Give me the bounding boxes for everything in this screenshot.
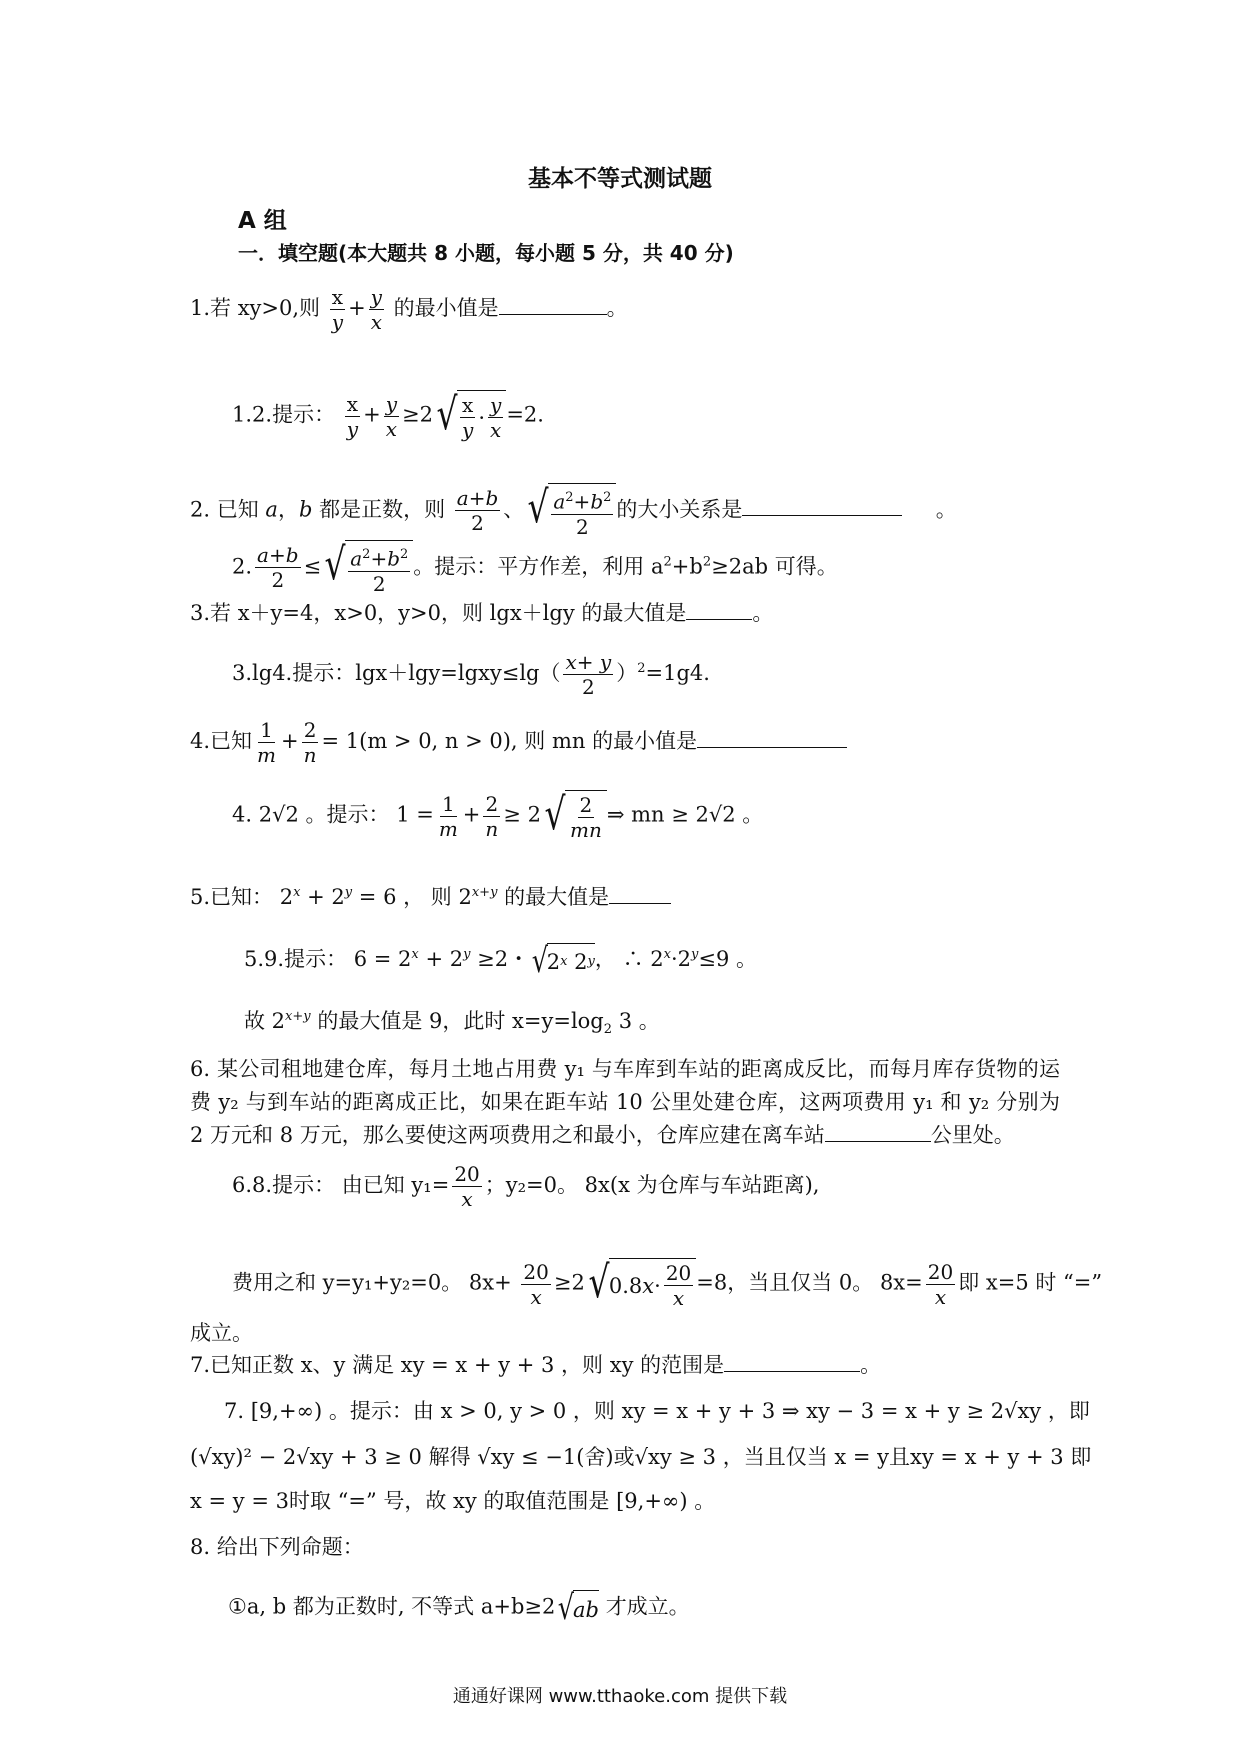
question-6 (190, 1053, 1060, 1152)
hint-4: 4. 2√2 。提示： 1 = $\frac{1}{m}$ + $\frac{2}{n}$ ≥ 2 √ $\frac{2}{mn}$ ⇒ mn ≥ 2√2 。 (232, 789, 764, 842)
a5-text: 5.9.提示： 6 = 2 (244, 947, 412, 971)
page-footer: 通通好课网 www.tthaoke.com 提供下载 (452, 1686, 788, 1707)
a5-tail: ， ∴ 2 (594, 947, 664, 971)
q5-mid: + 2 (307, 885, 345, 909)
q6-end: 公里处。 (930, 1123, 1015, 1147)
question-4: 4.已知 $\frac{1}{m}$ + $\frac{2}{n}$ = 1(m > 0, n > 0), 则 mn 的最小值是 (190, 718, 847, 767)
q3-end: 。 (752, 601, 774, 625)
hint-7-line-2: (√xy)² − 2√xy + 3 ≥ 0 解得 √xy ≤ −1(舍)或√xy ≥ 3 ，当且仅当 x = y且xy = x + y + 3 即 (190, 1445, 1092, 1469)
a2-hint3: ≥2ab 可得。 (711, 554, 838, 579)
q2-prefix: 2. 已知 (190, 497, 259, 522)
q5-end: 的最大值是 (504, 885, 610, 909)
question-8: 8. 给出下列命题： (190, 1535, 364, 1559)
a4-mid: 1 = (396, 802, 434, 827)
question-2: 2. 已知 a，b 都是正数，则 $\frac{a+b}{2}$ 、 √ $\frac{a^2+b^2}{2}$ 的大小关系是 。 (190, 482, 957, 539)
q6-text: 6. 某公司租地建仓库，每月土地占用费 y₁ 与车库到车站的距离成反比，而每月库存货物的运费 y₂ 与到车站的距离成正比，如果在距车站 10 公里处建仓库，这两项费用 y₁ 和 y₂ 分别为 2 万元和 8 万元，那么要使这两项费用之和最小，仓库应建在离车站 (190, 1057, 1060, 1147)
a5-tail2: ·2 (670, 947, 692, 971)
answer-blank (742, 495, 902, 516)
question-7 (190, 1350, 881, 1380)
q5-mid2: = 6 ， 则 2 (358, 885, 472, 909)
q7-text: 7.已知正数 x、y 满足 xy = x + y + 3 ，则 xy 的范围是 (190, 1353, 725, 1377)
q8-1-end: 才成立。 (605, 1594, 690, 1619)
a2-hint2: +b (671, 554, 703, 579)
a3-end: ） (616, 661, 638, 685)
answer-blank (697, 727, 847, 748)
a6-tail: ；y₂=0。 8x(x 为仓库与车站距离), (484, 1173, 820, 1197)
q1-suffix: 的最小值是 (393, 296, 499, 320)
a5b-mid: 的最大值是 9，此时 x=y=log (317, 1009, 604, 1033)
hint-7-line-3: x = y = 3时取 “=” 号，故 xy 的取值范围是 [9,+∞) 。 (190, 1489, 716, 1513)
q1-end: 。 (606, 296, 628, 320)
page-title: 基本不等式测试题 (528, 166, 712, 192)
hint-2: 2. $\frac{a+b}{2}$ ≤ √ $\frac{a^2+b^2}{2}$ 。提示：平方作差，利用 $a^2+b^2\ge 2ab$ 可得。 (232, 539, 838, 596)
hint-6-end: 成立。 (190, 1321, 253, 1345)
q2-suffix: 的大小关系是 (616, 497, 743, 522)
a6b-mid: ≥2 (553, 1270, 585, 1295)
hint-5-conclusion: 故 $2^{x+y}$ 的最大值是 9，此时 $x=y=\log_2$ 3 。 (244, 1009, 660, 1038)
q5-text: 5.已知： 2 (190, 885, 294, 909)
q2-sep: 、 (503, 497, 525, 522)
section-heading: 一．填空题(本大题共 8 小题，每小题 5 分，共 40 分) (238, 241, 734, 265)
a5b-prefix: 故 2 (244, 1009, 286, 1033)
hint-6-cost: 费用之和 y=y₁+y₂=0。 8x+ $\frac{20}{x}$ ≥2 √ 0.8 x · $\frac{20}{x}$ =8，当且仅当 0。 8x= $\frac{20}{x}$ 即 x=5 时 “=” (232, 1257, 1103, 1310)
hint-7-line-1: 7. [9,+∞) 。提示：由 x > 0, y > 0 ，则 xy = x + y + 3 ⇒ xy − 3 = x + y ≥ 2√xy ，即 (224, 1399, 1090, 1423)
fraction-y-over-x: $\frac{y}{x}$ (370, 285, 382, 334)
a2-prefix: 2. (232, 554, 253, 579)
question-5: 5.已知： $2^x + 2^y = 6$ ， 则 $2^{x+y}$ 的最大值是 (190, 878, 671, 912)
hint-3: 3.lg4.提示：lgx＋lgy=lgxy≤lg（ $\frac{x+ y}{2}$ ）$^2$=1g4. (232, 650, 710, 699)
a5-tail3: ≤9 。 (698, 947, 758, 971)
a5-mid2: ≥2・ (477, 947, 530, 971)
a5b-end: 3 。 (618, 1009, 660, 1033)
a1-end: =2. (506, 402, 544, 427)
answer-blank (609, 883, 671, 904)
q4-prefix: 4.已知 (190, 729, 253, 753)
hint-5: 5.9.提示： $6 = 2^x + 2^y \ge 2$・ √ 2 x 2 y ， ∴ $2^x\cdot 2^y\le 9$ 。 (244, 940, 758, 981)
a6b-tail: 即 x=5 时 “=” (958, 1270, 1103, 1295)
a6-prefix: 6.8.提示： 由已知 y₁= (232, 1173, 450, 1197)
q4-mid: = 1(m > 0, n > 0), 则 mn 的最小值是 (321, 729, 698, 753)
question-1: 1.若 xy>0,则 $\frac{x}{y}$ + $\frac{y}{x}$ 的最小值是 。 (190, 285, 628, 334)
question-8-item-1: ①a, b 都为正数时, 不等式 a+b≥2 √ ab 才成立。 (228, 1588, 690, 1628)
hint-6: 6.8.提示： 由已知 y₁= $\frac{20}{x}$ ；y₂=0。 8x(x 为仓库与车站距离), (232, 1162, 820, 1211)
answer-blank (499, 294, 607, 315)
q8-1-prefix: ①a, b 都为正数时, 不等式 a+b≥2 (228, 1594, 556, 1619)
a5-mid: + 2 (425, 947, 464, 971)
q2-end: 。 (935, 497, 957, 522)
a6b-mid2: =8，当且仅当 0。 8x= (696, 1270, 923, 1295)
hint-1: 1.2.提示： $\frac{x}{y}$ + $\frac{y}{x}$ ≥2 √ $\frac{x}{y}$ · $\frac{y}{x}$ =2. (232, 389, 544, 442)
group-heading: A 组 (238, 208, 287, 234)
answer-blank (686, 599, 752, 620)
q2-mid: 都是正数，则 (319, 497, 446, 522)
a1-prefix: 1.2.提示： (232, 402, 336, 427)
answer-blank (724, 1351, 860, 1372)
a4-prefix: 4. 2√2 。提示： (232, 802, 390, 827)
a2-hint: 。提示：平方作差，利用 a (413, 554, 664, 579)
q7-end: 。 (860, 1353, 882, 1377)
a6b-prefix: 费用之和 y=y₁+y₂=0。 8x+ (232, 1270, 512, 1295)
question-3 (190, 598, 773, 628)
fraction-x-over-y: $\frac{x}{y}$ (331, 285, 344, 334)
a4-tail: ⇒ mn ≥ 2√2 。 (606, 802, 764, 827)
sqrt-symbol: √ $\frac{x}{y}$ · $\frac{y}{x}$ (433, 390, 506, 442)
a3-prefix: 3.lg4.提示：lgx＋lgy=lgxy≤lg（ (232, 661, 561, 685)
a3-tail: =1g4. (645, 661, 710, 685)
answer-blank (825, 1121, 931, 1142)
q1-prefix: 1.若 xy>0,则 (190, 296, 321, 320)
q3-text: 3.若 x＋y=4，x>0，y>0，则 lgx＋lgy 的最大值是 (190, 601, 687, 625)
